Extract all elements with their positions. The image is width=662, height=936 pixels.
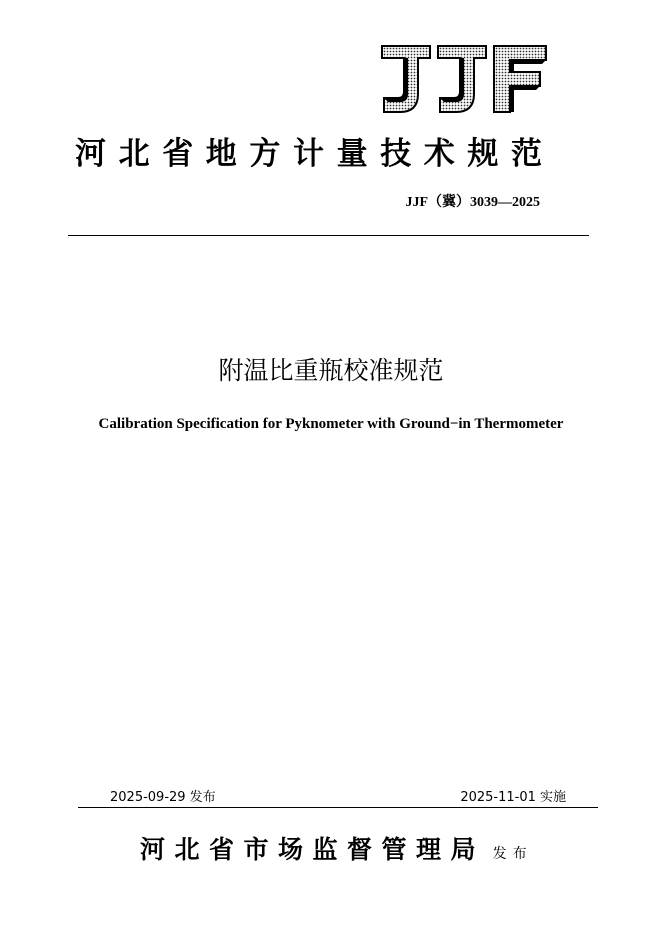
bottom-divider: [78, 807, 598, 808]
jjf-logo-graphic: [380, 44, 548, 114]
implementation-date: 2025-11-01 实施: [460, 790, 566, 805]
document-code: JJF（冀）3039—2025: [405, 195, 540, 210]
series-title: 河北省地方计量技术规范: [75, 136, 555, 172]
publisher: [140, 830, 533, 866]
jjf-logo: [380, 44, 548, 114]
chinese-title: 附温比重瓶校准规范: [218, 356, 444, 385]
issue-date: 2025-09-29 发布: [110, 790, 216, 805]
top-divider: [68, 235, 589, 236]
english-title: Calibration Specification for Pyknometer with Ground−in Thermometer: [98, 416, 564, 432]
publisher-suffix: 发布: [492, 846, 533, 862]
publisher-name: 河北省市场监督管理局: [140, 835, 486, 864]
